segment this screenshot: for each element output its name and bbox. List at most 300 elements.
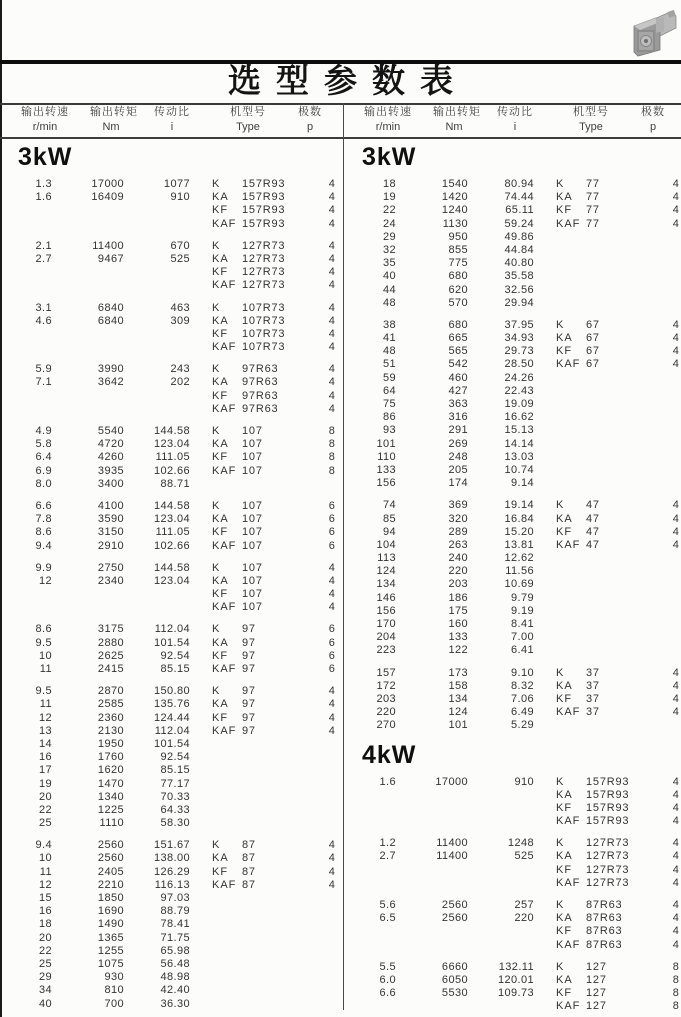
type-prefix: KF: [212, 389, 229, 402]
ratio-cell: 35.58: [504, 270, 534, 283]
type-prefix: KAF: [212, 601, 237, 614]
ratio-cell: 9.10: [510, 666, 534, 679]
ratio-cell: [468, 877, 534, 890]
speed-cell: 51: [382, 358, 396, 371]
ratio-cell: 525: [170, 252, 190, 265]
table-row: [0, 218, 343, 231]
type-model: 97R63: [242, 389, 279, 402]
ratio-cell: 109.73: [497, 987, 534, 1000]
ratio-cell: 88.79: [160, 905, 190, 918]
torque-cell: 240: [448, 552, 468, 565]
pole-cell: [656, 244, 681, 257]
type-cell: [534, 191, 656, 204]
ratio-cell: 37.95: [504, 318, 534, 331]
table-row: [0, 526, 343, 539]
ratio-cell: 29.94: [504, 296, 534, 309]
torque-cell: 460: [448, 371, 468, 384]
ratio-cell: 123.04: [153, 513, 190, 526]
type-cell: [534, 319, 656, 332]
torque-cell: 175: [448, 604, 468, 617]
ratio-cell: 101.54: [153, 737, 190, 750]
pole-cell: 4: [672, 899, 680, 911]
type-prefix: KF: [212, 711, 229, 724]
pole-cell: 4: [672, 925, 680, 938]
type-model: 127: [586, 1000, 607, 1013]
table-row: [0, 778, 343, 791]
table-row: [0, 178, 343, 191]
table-row: [0, 562, 343, 575]
table-row: [344, 850, 681, 863]
header-label: 机型号: [573, 106, 609, 118]
type-cell: [534, 539, 656, 552]
type-cell: [190, 588, 312, 601]
pole-cell: [656, 372, 681, 385]
torque-cell: 3590: [97, 513, 124, 526]
gearmotor-photo-graphic: [626, 6, 678, 60]
speed-cell: 18: [38, 918, 52, 931]
speed-cell: 8.6: [35, 526, 52, 539]
torque-cell: 320: [448, 512, 468, 525]
type-cell: [534, 618, 656, 631]
type-prefix: KF: [556, 801, 573, 814]
speed-cell: 6.0: [379, 973, 396, 986]
torque-cell: 1850: [97, 892, 124, 904]
header-ratio: [475, 106, 555, 134]
type-cell: [190, 637, 312, 650]
speed-cell: 14: [38, 737, 52, 750]
pole-cell: [656, 451, 681, 464]
table-row: [0, 191, 343, 204]
type-model: 97: [242, 623, 256, 636]
type-cell: [534, 257, 656, 270]
type-model: 107: [242, 539, 263, 552]
speed-cell: 8.6: [35, 623, 52, 636]
ratio-cell: 16.84: [504, 512, 534, 525]
speed-cell: 9.5: [35, 636, 52, 649]
header-unit: r/min: [375, 121, 401, 133]
type-cell: [190, 712, 312, 725]
type-cell: [190, 852, 312, 865]
speed-cell: 18: [382, 178, 396, 190]
table-row: [344, 257, 681, 270]
speed-cell: 48: [382, 296, 396, 309]
header-unit: r/min: [32, 121, 58, 133]
type-prefix: KF: [212, 649, 229, 662]
ratio-cell: [468, 802, 534, 815]
spec-block: [0, 685, 343, 830]
speed-cell: 5.6: [379, 899, 396, 911]
ratio-cell: 8.32: [510, 679, 534, 692]
ratio-cell: 74.44: [504, 191, 534, 204]
type-cell: [534, 719, 656, 732]
table-row: [344, 706, 681, 719]
type-prefix: K: [556, 837, 565, 850]
pole-cell: 4: [328, 698, 336, 711]
ratio-cell: 7.00: [510, 631, 534, 644]
table-row: [344, 513, 681, 526]
speed-cell: 22: [382, 204, 396, 217]
torque-cell: [396, 802, 468, 815]
ratio-cell: [468, 789, 534, 802]
table-row: [0, 390, 343, 403]
ratio-cell: 111.05: [155, 451, 190, 464]
table-row: [0, 984, 343, 997]
pole-cell: 4: [672, 775, 680, 788]
speed-cell: [344, 1000, 396, 1013]
header-unit: Type: [579, 121, 603, 133]
ratio-cell: 102.66: [153, 539, 190, 552]
speed-cell: 94: [382, 525, 396, 538]
speed-cell: 25: [38, 817, 52, 830]
speed-cell: 204: [376, 631, 396, 644]
torque-cell: 2625: [97, 649, 124, 662]
type-prefix: KF: [212, 526, 229, 539]
type-cell: [534, 345, 656, 358]
speed-cell: 7.1: [35, 376, 52, 389]
torque-cell: 2560: [441, 912, 468, 925]
pole-cell: 8: [328, 451, 336, 464]
table-header: [0, 106, 681, 134]
type-cell: [190, 526, 312, 539]
spec-block: [344, 178, 681, 310]
header-unit: Nm: [445, 121, 463, 133]
header-poles: [627, 106, 679, 134]
pole-cell: 4: [672, 863, 680, 876]
table-row: [344, 499, 681, 512]
torque-cell: 855: [448, 243, 468, 256]
torque-cell: 122: [448, 644, 468, 657]
ratio-cell: 123.04: [153, 574, 190, 587]
speed-cell: [0, 266, 52, 279]
table-row: [344, 332, 681, 345]
type-cell: [534, 850, 656, 863]
type-model: 107: [242, 425, 263, 437]
table-row: [0, 725, 343, 738]
type-cell: [534, 513, 656, 526]
torque-cell: 1950: [97, 737, 124, 750]
torque-cell: 3935: [97, 464, 124, 477]
pole-cell: 4: [672, 912, 680, 925]
type-cell: [534, 438, 656, 451]
type-model: 107: [242, 464, 263, 477]
speed-cell: 11: [39, 698, 52, 711]
type-model: 127R73: [242, 279, 286, 292]
header-label: 输出转矩: [90, 106, 138, 118]
type-prefix: KF: [212, 266, 229, 279]
table-row: [344, 526, 681, 539]
ratio-cell: 19.14: [504, 499, 534, 512]
table-row: [344, 284, 681, 297]
left-table-column: [0, 140, 343, 1017]
table-header-left: [0, 106, 343, 134]
ratio-cell: 11.56: [505, 565, 534, 578]
table-row: [0, 918, 343, 931]
type-prefix: KA: [212, 636, 229, 649]
pole-cell: 4: [328, 341, 336, 354]
torque-cell: 9467: [97, 252, 124, 265]
pole-cell: 4: [672, 692, 680, 705]
torque-cell: 11400: [436, 850, 468, 863]
speed-cell: [344, 877, 396, 890]
pole-cell: 4: [328, 178, 336, 190]
speed-cell: 10: [38, 649, 52, 662]
type-model: 107: [242, 574, 263, 587]
type-cell: [534, 939, 656, 952]
speed-cell: 16: [38, 751, 52, 764]
torque-cell: 363: [448, 398, 468, 410]
speed-cell: 156: [376, 477, 396, 490]
torque-cell: 680: [448, 318, 468, 331]
torque-cell: 134: [448, 692, 468, 705]
table-row: [344, 789, 681, 802]
speed-cell: 113: [377, 552, 396, 565]
table-row: [0, 698, 343, 711]
table-row: [0, 738, 343, 751]
table-row: [0, 240, 343, 253]
speed-cell: [0, 328, 52, 341]
spec-block: [0, 623, 343, 676]
torque-cell: 291: [448, 424, 468, 437]
torque-cell: [52, 588, 124, 601]
torque-cell: 680: [448, 270, 468, 283]
type-model: 97: [242, 685, 256, 698]
pole-cell: 8: [328, 425, 336, 437]
torque-cell: 2360: [97, 711, 124, 724]
type-prefix: K: [212, 178, 221, 190]
table-row: [344, 776, 681, 789]
speed-cell: 29: [38, 971, 52, 984]
table-row: [344, 424, 681, 437]
type-cell: [190, 253, 312, 266]
ratio-cell: 70.33: [160, 790, 190, 803]
type-cell: [190, 191, 312, 204]
ratio-cell: [124, 588, 190, 601]
speed-cell: 10: [38, 852, 52, 865]
speed-cell: 16: [38, 905, 52, 918]
type-prefix: K: [556, 775, 565, 788]
type-cell: [190, 218, 312, 231]
type-cell: [190, 866, 312, 879]
type-cell: [190, 892, 312, 905]
torque-cell: 775: [448, 257, 468, 270]
pole-cell: 6: [328, 513, 336, 526]
pole-cell: 4: [672, 512, 680, 525]
ratio-cell: 9.19: [510, 604, 534, 617]
speed-cell: 11: [39, 865, 52, 878]
speed-cell: 157: [376, 666, 396, 679]
ratio-cell: 9.14: [510, 477, 534, 490]
type-model: 107: [242, 438, 263, 451]
pole-cell: [656, 592, 681, 605]
pole-cell: 4: [328, 574, 336, 587]
pole-cell: 4: [672, 332, 680, 345]
table-row: [344, 552, 681, 565]
speed-cell: 29: [382, 230, 396, 243]
torque-cell: [52, 341, 124, 354]
table-row: [344, 877, 681, 890]
ratio-cell: 59.24: [504, 217, 534, 230]
pole-cell: [656, 231, 681, 244]
table-row: [344, 974, 681, 987]
type-prefix: K: [212, 685, 221, 698]
pole-cell: 8: [672, 987, 680, 1000]
type-model: 67: [586, 358, 600, 371]
pole-cell: [656, 631, 681, 644]
pole-cell: 4: [328, 239, 336, 252]
pole-cell: [656, 565, 681, 578]
table-row: [0, 438, 343, 451]
type-cell: [534, 776, 656, 789]
ratio-cell: 144.58: [153, 561, 190, 574]
torque-cell: 3990: [97, 363, 124, 376]
type-model: 127R73: [586, 850, 630, 863]
type-prefix: K: [212, 301, 221, 314]
speed-cell: 9.4: [35, 539, 52, 552]
table-row: [344, 939, 681, 952]
torque-cell: 950: [448, 230, 468, 243]
torque-cell: 1255: [97, 944, 124, 957]
type-model: 97: [242, 649, 256, 662]
pole-cell: 4: [328, 363, 336, 376]
spec-block: [0, 562, 343, 615]
torque-cell: 101: [448, 719, 468, 732]
pole-cell: 4: [672, 318, 680, 331]
pole-cell: 8: [328, 438, 336, 451]
ratio-cell: 80.94: [504, 178, 534, 190]
type-cell: [534, 605, 656, 618]
type-prefix: KAF: [556, 706, 581, 719]
pole-cell: [656, 385, 681, 398]
speed-cell: 25: [38, 957, 52, 970]
type-cell: [190, 425, 312, 438]
pole-cell: [656, 719, 681, 732]
torque-cell: 6050: [441, 973, 468, 986]
type-model: 157R93: [586, 775, 630, 788]
pole-cell: [656, 552, 681, 565]
pole-cell: 6: [328, 663, 336, 675]
torque-cell: [396, 877, 468, 890]
spec-block: [0, 178, 343, 231]
pole-cell: 4: [328, 204, 336, 217]
pole-cell: 4: [672, 204, 680, 217]
type-model: 97R63: [242, 376, 279, 389]
pole-cell: 4: [672, 666, 680, 679]
type-cell: [534, 789, 656, 802]
type-model: 87: [242, 865, 256, 878]
type-model: 97: [242, 663, 256, 675]
type-cell: [190, 500, 312, 513]
spec-block: [344, 776, 681, 829]
type-prefix: KA: [556, 973, 573, 986]
pole-cell: 4: [328, 561, 336, 574]
pole-cell: [656, 618, 681, 631]
torque-cell: [396, 1000, 468, 1013]
type-cell: [534, 693, 656, 706]
table-row: [0, 852, 343, 865]
type-cell: [534, 499, 656, 512]
speed-cell: 40: [382, 270, 396, 283]
torque-cell: 1240: [441, 204, 468, 217]
type-cell: [534, 372, 656, 385]
speed-cell: 6.4: [35, 451, 52, 464]
table-header-right: [343, 106, 681, 134]
table-row: [0, 958, 343, 971]
type-cell: [534, 218, 656, 231]
table-row: [0, 302, 343, 315]
torque-cell: 6660: [441, 960, 468, 973]
speed-cell: 172: [376, 679, 396, 692]
header-label: 传动比: [154, 106, 190, 118]
type-prefix: KA: [212, 252, 229, 265]
pole-cell: 4: [672, 499, 680, 512]
spec-block: [344, 667, 681, 733]
table-row: [344, 191, 681, 204]
type-model: 87R63: [586, 925, 623, 938]
power-section-heading: 4kW: [362, 740, 417, 769]
type-prefix: KAF: [556, 1000, 581, 1013]
torque-cell: 124: [448, 706, 468, 719]
speed-cell: 134: [376, 578, 396, 591]
type-prefix: KAF: [212, 663, 237, 675]
torque-cell: 4260: [97, 451, 124, 464]
type-cell: [190, 266, 312, 279]
type-model: 47: [586, 538, 600, 551]
table-row: [344, 270, 681, 283]
ratio-cell: 32.56: [504, 283, 534, 296]
speed-cell: 15: [38, 892, 52, 904]
type-prefix: K: [212, 623, 221, 636]
ratio-cell: 10.69: [504, 578, 534, 591]
type-cell: [190, 623, 312, 636]
table-row: [0, 839, 343, 852]
pole-cell: 4: [672, 217, 680, 230]
pole-cell: 8: [672, 1000, 680, 1013]
table-row: [344, 1000, 681, 1013]
ratio-cell: 78.41: [160, 918, 190, 931]
torque-cell: 173: [448, 666, 468, 679]
type-model: 67: [586, 318, 600, 331]
spec-block: [0, 500, 343, 553]
speed-cell: 32: [382, 243, 396, 256]
speed-cell: 5.9: [35, 363, 52, 376]
type-cell: [534, 974, 656, 987]
type-prefix: KF: [556, 925, 573, 938]
ratio-cell: 15.20: [504, 525, 534, 538]
type-cell: [534, 411, 656, 424]
pole-cell: 4: [328, 252, 336, 265]
type-prefix: KA: [556, 912, 573, 925]
type-model: 37: [586, 706, 600, 719]
speed-cell: 93: [382, 424, 396, 437]
pole-cell: 4: [672, 788, 680, 801]
table-row: [344, 618, 681, 631]
type-model: 47: [586, 512, 600, 525]
spec-block: [0, 425, 343, 491]
table-row: [0, 791, 343, 804]
type-cell: [190, 791, 312, 804]
speed-cell: 223: [376, 644, 396, 657]
speed-cell: [0, 204, 52, 217]
type-cell: [190, 663, 312, 676]
torque-cell: 160: [448, 618, 468, 630]
type-prefix: KAF: [556, 538, 581, 551]
type-model: 87: [242, 839, 256, 852]
spec-block: [344, 837, 681, 890]
ratio-cell: [468, 864, 534, 877]
speed-cell: 64: [382, 384, 396, 397]
speed-cell: 2.7: [35, 252, 52, 265]
speed-cell: 124: [376, 565, 396, 578]
